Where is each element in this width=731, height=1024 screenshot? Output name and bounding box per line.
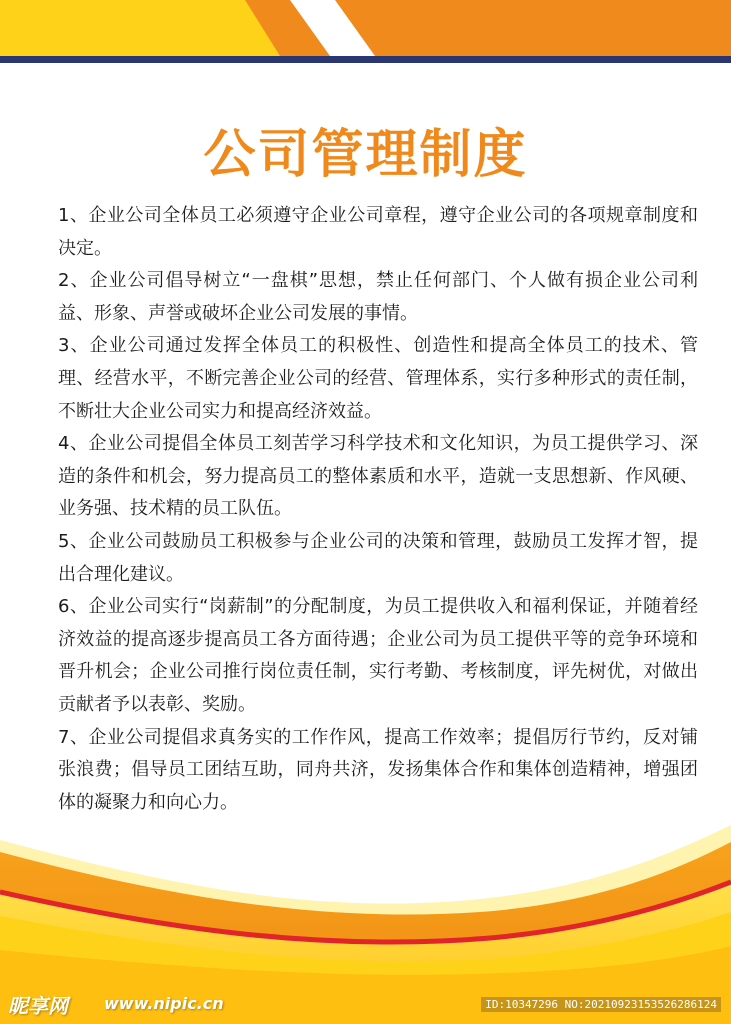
watermark-id: ID:10347296 NO:20210923153526286124	[481, 997, 721, 1012]
rule-item: 6、企业公司实行“岗薪制”的分配制度，为员工提供收入和福利保证，并随着经济效益的提高逐步提高员工各方面待遇；企业公司为员工提供平等的竞争环境和晋升机会；企业公司推行岗位责任制，实行考勤、考核制度，评先树优，对做出贡献者予以表彰、奖励。	[58, 596, 698, 715]
rule-item: 4、企业公司提倡全体员工刻苦学习科学技术和文化知识，为员工提供学习、深造的条件和机会，努力提高员工的整体素质和水平，造就一支思想新、作风硬、业务强、技术精的员工队伍。	[58, 433, 698, 520]
rule-item: 5、企业公司鼓励员工积极参与企业公司的决策和管理，鼓励员工发挥才智，提出合理化建议。	[58, 530, 698, 585]
rule-item: 7、企业公司提倡求真务实的工作作风，提高工作效率；提倡厉行节约，反对铺张浪费；倡导员工团结互助，同舟共济，发扬集体合作和集体创造精神，增强团体的凝聚力和向心力。	[58, 726, 698, 813]
rule-item: 1、企业公司全体员工必须遵守企业公司章程，遵守企业公司的各项规章制度和决定。	[58, 205, 698, 259]
page-title: 公司管理制度	[203, 125, 528, 185]
rules-list	[58, 200, 698, 819]
top-decorative-band	[0, 0, 731, 70]
rule-item: 2、企业公司倡导树立“一盘棋”思想，禁止任何部门、个人做有损企业公司利益、形象、声誉或破坏企业公司发展的事情。	[58, 270, 698, 324]
watermark-site: www.nipic.cn	[104, 994, 224, 1013]
rule-item: 3、企业公司通过发挥全体员工的积极性、创造性和提高全体员工的技术、管理、经营水平，不断完善企业公司的经营、管理体系，实行多种形式的责任制，不断壮大企业公司实力和提高经济效益。	[58, 335, 698, 422]
watermark-logo: 昵享网	[8, 994, 68, 1018]
